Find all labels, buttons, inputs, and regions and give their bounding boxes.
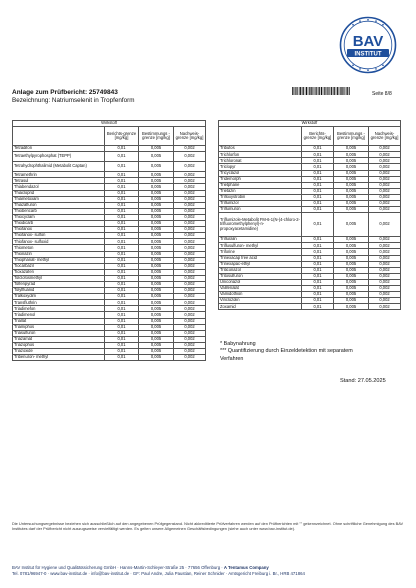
substance-name: Zoxamid — [219, 304, 302, 310]
nachweisgrenze-value: 0,002 — [174, 208, 206, 214]
substance-name: Thionazin — [13, 251, 105, 257]
berichtsgrenze-value: 0,01 — [105, 152, 139, 162]
berichtsgrenze-value: 0,01 — [105, 221, 139, 227]
berichtsgrenze-value: 0,01 — [302, 170, 334, 176]
substance-name: Triazamat — [13, 336, 105, 342]
substance-name: Thiofanox- sulfoxid — [13, 239, 105, 245]
nachweisgrenze-value: 0,002 — [369, 164, 401, 170]
berichtsgrenze-value: 0,01 — [105, 288, 139, 294]
bestimmungsgrenze-value: 0,005 — [334, 237, 369, 243]
bestimmungsgrenze-value: 0,005 — [139, 269, 174, 275]
column-header-berichtsgrenze: Berichts-grenze [mg/kg] — [302, 127, 334, 146]
bestimmungsgrenze-value: 0,005 — [139, 146, 174, 152]
bestimmungsgrenze-value: 0,005 — [139, 336, 174, 342]
nachweisgrenze-value: 0,002 — [174, 281, 206, 287]
substance-name: Tricyclazol — [219, 170, 302, 176]
bav-institut-logo — [339, 16, 397, 74]
nachweisgrenze-value: 0,002 — [174, 306, 206, 312]
substance-name: Triflumizole-Metabolit FM-6-1(N-(4-chloro-2-trifluoromethylphenyl)-n-propoxyacetamidine) — [219, 213, 302, 237]
substance-name: Tritosulfuron — [219, 273, 302, 279]
bestimmungsgrenze-value: 0,005 — [139, 162, 174, 172]
bestimmungsgrenze-value: 0,005 — [139, 202, 174, 208]
nachweisgrenze-value: 0,002 — [369, 273, 401, 279]
nachweisgrenze-value: 0,002 — [174, 342, 206, 348]
substance-name: Thiofanox- sulfon — [13, 233, 105, 239]
berichtsgrenze-value: 0,01 — [302, 182, 334, 188]
nachweisgrenze-value: 0,002 — [369, 146, 401, 152]
bestimmungsgrenze-value: 0,005 — [139, 239, 174, 245]
page-number: Seite 8/8 — [372, 91, 392, 97]
substance-name: Tioxazafen — [13, 269, 105, 275]
table-row — [219, 213, 401, 237]
nachweisgrenze-value: 0,002 — [174, 330, 206, 336]
substance-name: Tolclofosmethyl — [13, 275, 105, 281]
nachweisgrenze-value: 0,002 — [174, 312, 206, 318]
nachweisgrenze-value: 0,002 — [369, 176, 401, 182]
substance-name: Trifluralin — [219, 237, 302, 243]
nachweisgrenze-value: 0,002 — [174, 227, 206, 233]
berichtsgrenze-value: 0,01 — [105, 214, 139, 220]
berichtsgrenze-value: 0,01 — [302, 243, 334, 249]
nachweisgrenze-value: 0,002 — [369, 249, 401, 255]
nachweisgrenze-value: 0,002 — [369, 188, 401, 194]
berichtsgrenze-value: 0,01 — [302, 261, 334, 267]
table-subheader-row — [219, 127, 401, 146]
substance-name: Tetrahydrophthalimid (Metabolit Captan) — [13, 162, 105, 172]
substance-name: Trichloronat — [219, 158, 302, 164]
substance-name: Transfluthrin — [13, 300, 105, 306]
substance-name: Triclopyr — [219, 164, 302, 170]
bestimmungsgrenze-value: 0,005 — [334, 304, 369, 310]
bestimmungsgrenze-value: 0,005 — [139, 196, 174, 202]
bestimmungsgrenze-value: 0,005 — [334, 267, 369, 273]
berichtsgrenze-value: 0,01 — [105, 227, 139, 233]
substance-name: Triflumuron — [219, 207, 302, 213]
berichtsgrenze-value: 0,01 — [105, 146, 139, 152]
substance-name: Trichlorfon — [219, 152, 302, 158]
bestimmungsgrenze-value: 0,005 — [139, 294, 174, 300]
table-row — [219, 304, 401, 310]
report-title: Anlage zum Prüfbericht: 25749843 — [12, 89, 118, 96]
substance-name: Triadimefon — [13, 306, 105, 312]
berichtsgrenze-value: 0,01 — [302, 267, 334, 273]
substance-name: Uniconazol — [219, 279, 302, 285]
nachweisgrenze-value: 0,002 — [174, 196, 206, 202]
berichtsgrenze-value: 0,01 — [105, 300, 139, 306]
bestimmungsgrenze-value: 0,005 — [139, 342, 174, 348]
substance-name: Trietazin — [219, 188, 302, 194]
nachweisgrenze-value: 0,002 — [369, 213, 401, 237]
bestimmungsgrenze-value: 0,005 — [139, 190, 174, 196]
nachweisgrenze-value: 0,002 — [174, 300, 206, 306]
bestimmungsgrenze-value: 0,005 — [334, 285, 369, 291]
substance-name: Thiacloprid — [13, 190, 105, 196]
bestimmungsgrenze-value: 0,005 — [139, 324, 174, 330]
berichtsgrenze-value: 0,01 — [105, 208, 139, 214]
berichtsgrenze-value: 0,01 — [302, 146, 334, 152]
substance-name: Trietphane — [219, 182, 302, 188]
bestimmungsgrenze-value: 0,005 — [139, 184, 174, 190]
bestimmungsgrenze-value: 0,005 — [139, 251, 174, 257]
berichtsgrenze-value: 0,01 — [302, 279, 334, 285]
nachweisgrenze-value: 0,002 — [174, 202, 206, 208]
berichtsgrenze-value: 0,01 — [105, 269, 139, 275]
substance-name: Triflusulfuron- methyl — [219, 243, 302, 249]
bestimmungsgrenze-value: 0,005 — [334, 249, 369, 255]
logo-text-bav: BAV — [352, 33, 384, 50]
bestimmungsgrenze-value: 0,005 — [334, 158, 369, 164]
berichtsgrenze-value: 0,01 — [105, 263, 139, 269]
column-header-bestimmungsgrenze: Bestimmungs -grenze [mg/kg] — [334, 127, 369, 146]
bestimmungsgrenze-value: 0,005 — [139, 349, 174, 355]
bestimmungsgrenze-value: 0,005 — [334, 146, 369, 152]
substance-name: Triasulfuron — [13, 330, 105, 336]
substance-name: Thiodicarb — [13, 221, 105, 227]
substance-name: Tetramethrin — [13, 172, 105, 178]
nachweisgrenze-value: 0,002 — [369, 267, 401, 273]
bestimmungsgrenze-value: 0,005 — [139, 330, 174, 336]
berichtsgrenze-value: 0,01 — [105, 245, 139, 251]
bestimmungsgrenze-value: 0,005 — [139, 178, 174, 184]
bestimmungsgrenze-value: 0,005 — [334, 176, 369, 182]
berichtsgrenze-value: 0,01 — [302, 194, 334, 200]
nachweisgrenze-value: 0,002 — [369, 207, 401, 213]
nachweisgrenze-value: 0,002 — [174, 318, 206, 324]
nachweisgrenze-value: 0,002 — [369, 170, 401, 176]
nachweisgrenze-value: 0,002 — [174, 146, 206, 152]
nachweisgrenze-value: 0,002 — [369, 304, 401, 310]
nachweisgrenze-value: 0,002 — [369, 152, 401, 158]
berichtsgrenze-value: 0,01 — [105, 324, 139, 330]
substance-name: Thiazafluron — [13, 202, 105, 208]
substance-name: Triamiphos — [13, 324, 105, 330]
bestimmungsgrenze-value: 0,005 — [139, 257, 174, 263]
nachweisgrenze-value: 0,002 — [174, 336, 206, 342]
substance-table-right — [218, 120, 401, 310]
substance-name: Triazophos — [13, 342, 105, 348]
berichtsgrenze-value: 0,01 — [302, 207, 334, 213]
substance-name: Tralkoxydim — [13, 294, 105, 300]
nachweisgrenze-value: 0,002 — [174, 221, 206, 227]
table-row — [13, 152, 206, 162]
nachweisgrenze-value: 0,002 — [174, 324, 206, 330]
substance-name: Vamidothion — [219, 292, 302, 298]
berichtsgrenze-value: 0,01 — [105, 233, 139, 239]
bestimmungsgrenze-value: 0,005 — [334, 152, 369, 158]
nachweisgrenze-value: 0,002 — [174, 288, 206, 294]
substance-name: Valifenalat — [219, 285, 302, 291]
substance-name: Tolylfluanid — [13, 288, 105, 294]
nachweisgrenze-value: 0,002 — [369, 201, 401, 207]
bestimmungsgrenze-value: 0,005 — [334, 194, 369, 200]
berichtsgrenze-value: 0,01 — [105, 172, 139, 178]
bestimmungsgrenze-value: 0,005 — [139, 245, 174, 251]
bestimmungsgrenze-value: 0,005 — [139, 288, 174, 294]
bestimmungsgrenze-value: 0,005 — [334, 255, 369, 261]
berichtsgrenze-value: 0,01 — [105, 251, 139, 257]
note-quantifizierung: *** Quantifizierung durch Einzeldetektion mit separatem — [220, 348, 353, 355]
column-header-wirkstoff: Wirkstoff — [13, 121, 206, 127]
berichtsgrenze-value: 0,01 — [302, 292, 334, 298]
bestimmungsgrenze-value: 0,005 — [139, 152, 174, 162]
berichtsgrenze-value: 0,01 — [105, 342, 139, 348]
nachweisgrenze-value: 0,002 — [174, 251, 206, 257]
nachweisgrenze-value: 0,002 — [174, 275, 206, 281]
nachweisgrenze-value: 0,002 — [369, 255, 401, 261]
berichtsgrenze-value: 0,01 — [105, 202, 139, 208]
column-header-empty — [13, 127, 105, 146]
bestimmungsgrenze-value: 0,005 — [334, 164, 369, 170]
legal-footnote: Die Untersuchungsergebnisse beziehen sich ausschließlich auf den angegebenen Prüfgegenstand. Nicht akkreditierte Prüfverfahren werden auf den Prüfberichten mit "" gekennzeichnet. Ohne schriftliche Genehmigung des BAV Institutes darf der Prüfbericht nicht auszugsweise vervielfältigt werden. Es gelten unsere Allgemeinen Geschäftsbedingungen (siehe auch unter www.bav-institut.de). — [12, 521, 404, 531]
notes-block — [220, 341, 353, 363]
nachweisgrenze-value: 0,002 — [174, 257, 206, 263]
nachweisgrenze-value: 0,002 — [369, 243, 401, 249]
substance-name: Tridemorph — [219, 176, 302, 182]
nachweisgrenze-value: 0,002 — [174, 233, 206, 239]
berichtsgrenze-value: 0,01 — [302, 152, 334, 158]
bestimmungsgrenze-value: 0,005 — [139, 312, 174, 318]
column-header-berichtsgrenze: Berichts-grenze [mg/kg] — [105, 127, 139, 146]
berichtsgrenze-value: 0,01 — [302, 298, 334, 304]
table-row — [13, 162, 206, 172]
footer-tentamus: A Tentamus Company — [223, 565, 269, 570]
substance-name: Tetradifon — [13, 146, 105, 152]
nachweisgrenze-value: 0,002 — [369, 261, 401, 267]
substance-name: Triazoxide — [13, 349, 105, 355]
bestimmungsgrenze-value: 0,005 — [334, 207, 369, 213]
bestimmungsgrenze-value: 0,005 — [139, 355, 174, 361]
column-header-nachweisgrenze: Nachweis-grenze [mg/kg] — [174, 127, 206, 146]
bestimmungsgrenze-value: 0,005 — [334, 273, 369, 279]
bestimmungsgrenze-value: 0,005 — [139, 275, 174, 281]
berichtsgrenze-value: 0,01 — [105, 190, 139, 196]
nachweisgrenze-value: 0,002 — [174, 214, 206, 220]
bestimmungsgrenze-value: 0,005 — [334, 261, 369, 267]
substance-name: Thiophanat- methyl — [13, 257, 105, 263]
nachweisgrenze-value: 0,002 — [174, 294, 206, 300]
berichtsgrenze-value: 0,01 — [105, 178, 139, 184]
bestimmungsgrenze-value: 0,005 — [139, 233, 174, 239]
nachweisgrenze-value: 0,002 — [369, 158, 401, 164]
berichtsgrenze-value: 0,01 — [105, 281, 139, 287]
substance-name: Triadimenol — [13, 312, 105, 318]
berichtsgrenze-value: 0,01 — [302, 285, 334, 291]
nachweisgrenze-value: 0,002 — [174, 184, 206, 190]
berichtsgrenze-value: 0,01 — [302, 158, 334, 164]
nachweisgrenze-value: 0,002 — [174, 269, 206, 275]
bestimmungsgrenze-value: 0,005 — [139, 318, 174, 324]
berichtsgrenze-value: 0,01 — [105, 330, 139, 336]
substance-name: Trinexapac-ethyl — [219, 261, 302, 267]
berichtsgrenze-value: 0,01 — [302, 176, 334, 182]
column-header-bestimmungsgrenze: Bestimmungs -grenze [mg/kg] — [139, 127, 174, 146]
nachweisgrenze-value: 0,002 — [369, 194, 401, 200]
bestimmungsgrenze-value: 0,005 — [139, 214, 174, 220]
substance-name: Trinexacap free acid — [219, 255, 302, 261]
substance-name: Thiocyclam — [13, 214, 105, 220]
substance-name: Tiocarbazil — [13, 263, 105, 269]
berichtsgrenze-value: 0,01 — [105, 275, 139, 281]
berichtsgrenze-value: 0,01 — [302, 164, 334, 170]
nachweisgrenze-value: 0,002 — [369, 279, 401, 285]
nachweisgrenze-value: 0,002 — [174, 172, 206, 178]
barcode-image — [292, 87, 350, 95]
substance-name: Triticonazol — [219, 267, 302, 273]
berichtsgrenze-value: 0,01 — [302, 213, 334, 237]
nachweisgrenze-value: 0,002 — [174, 239, 206, 245]
nachweisgrenze-value: 0,002 — [369, 237, 401, 243]
berichtsgrenze-value: 0,01 — [302, 304, 334, 310]
company-footer — [12, 565, 404, 578]
berichtsgrenze-value: 0,01 — [105, 318, 139, 324]
nachweisgrenze-value: 0,002 — [174, 245, 206, 251]
berichtsgrenze-value: 0,01 — [302, 237, 334, 243]
bestimmungsgrenze-value: 0,005 — [139, 172, 174, 178]
berichtsgrenze-value: 0,01 — [105, 239, 139, 245]
berichtsgrenze-value: 0,01 — [105, 162, 139, 172]
bestimmungsgrenze-value: 0,005 — [334, 170, 369, 176]
substance-name: Triallat — [13, 318, 105, 324]
bestimmungsgrenze-value: 0,005 — [334, 243, 369, 249]
bestimmungsgrenze-value: 0,005 — [334, 213, 369, 237]
note-babynahrung: * Babynahrung — [220, 341, 256, 347]
footer-contact-line: Tel. 0781/96947-0 · www.bav-institut.de · info@bav-institut.de · GF: Paul Andre, Julia Paustian, Reiner Schnider · Amtsgericht Freiburg i. Br., HRB 471864 — [12, 571, 305, 577]
substance-name: Trifloxystrobin — [219, 194, 302, 200]
nachweisgrenze-value: 0,002 — [174, 355, 206, 361]
berichtsgrenze-value: 0,01 — [105, 196, 139, 202]
berichtsgrenze-value: 0,01 — [302, 188, 334, 194]
table-row — [13, 355, 206, 361]
bestimmungsgrenze-value: 0,005 — [139, 263, 174, 269]
substance-name: Thiametoxam — [13, 196, 105, 202]
nachweisgrenze-value: 0,002 — [369, 292, 401, 298]
bestimmungsgrenze-value: 0,005 — [139, 306, 174, 312]
bestimmungsgrenze-value: 0,005 — [139, 281, 174, 287]
footer-address: BAV Institut für Hygiene und Qualitätssicherung GmbH · Hanns-Martin-Schleyer-Straße 25 · 77656 Offenburg · — [12, 565, 224, 570]
nachweisgrenze-value: 0,002 — [174, 349, 206, 355]
nachweisgrenze-value: 0,002 — [174, 263, 206, 269]
berichtsgrenze-value: 0,01 — [105, 336, 139, 342]
stand-date: Stand: 27.05.2025 — [340, 378, 386, 384]
bestimmungsgrenze-value: 0,005 — [334, 188, 369, 194]
bestimmungsgrenze-value: 0,005 — [334, 182, 369, 188]
substance-name: Tolfenpyrad — [13, 281, 105, 287]
substance-table-left — [12, 120, 206, 361]
bestimmungsgrenze-value: 0,005 — [139, 227, 174, 233]
nachweisgrenze-value: 0,002 — [369, 182, 401, 188]
bestimmungsgrenze-value: 0,005 — [139, 300, 174, 306]
note-verfahren: Verfahren — [220, 355, 244, 362]
substance-name: Thiobencarb — [13, 208, 105, 214]
berichtsgrenze-value: 0,01 — [302, 255, 334, 261]
berichtsgrenze-value: 0,01 — [105, 349, 139, 355]
substance-name: Thiabendazol — [13, 184, 105, 190]
berichtsgrenze-value: 0,01 — [105, 257, 139, 263]
substance-name: Thiometon — [13, 245, 105, 251]
bestimmungsgrenze-value: 0,005 — [334, 279, 369, 285]
berichtsgrenze-value: 0,01 — [105, 184, 139, 190]
bestimmungsgrenze-value: 0,005 — [334, 292, 369, 298]
substance-name: Tetrasul — [13, 178, 105, 184]
logo-text-institut: INSTITUT — [354, 51, 382, 58]
berichtsgrenze-value: 0,01 — [302, 201, 334, 207]
bestimmungsgrenze-value: 0,005 — [139, 208, 174, 214]
nachweisgrenze-value: 0,002 — [174, 190, 206, 196]
nachweisgrenze-value: 0,002 — [174, 162, 206, 172]
substance-name: Tribenuron- methyl — [13, 355, 105, 361]
substance-name: Tribufos — [219, 146, 302, 152]
nachweisgrenze-value: 0,002 — [369, 298, 401, 304]
berichtsgrenze-value: 0,01 — [302, 273, 334, 279]
berichtsgrenze-value: 0,01 — [105, 312, 139, 318]
berichtsgrenze-value: 0,01 — [105, 355, 139, 361]
column-header-empty — [219, 127, 302, 146]
column-header-nachweisgrenze: Nachweis-grenze [mg/kg] — [369, 127, 401, 146]
substance-name: Triflumizol — [219, 201, 302, 207]
nachweisgrenze-value: 0,002 — [174, 178, 206, 184]
berichtsgrenze-value: 0,01 — [105, 306, 139, 312]
bestimmungsgrenze-value: 0,005 — [334, 201, 369, 207]
nachweisgrenze-value: 0,002 — [369, 285, 401, 291]
bestimmungsgrenze-value: 0,005 — [139, 221, 174, 227]
bestimmungsgrenze-value: 0,005 — [334, 298, 369, 304]
report-subtitle: Bezeichnung: Natriumselenit in Tropfenform — [12, 97, 135, 104]
berichtsgrenze-value: 0,01 — [302, 249, 334, 255]
substance-name: Thiofanox — [13, 227, 105, 233]
nachweisgrenze-value: 0,002 — [174, 152, 206, 162]
substance-name: Triforine — [219, 249, 302, 255]
table-subheader-row — [13, 127, 206, 146]
substance-name: Vinclozolin — [219, 298, 302, 304]
berichtsgrenze-value: 0,01 — [105, 294, 139, 300]
substance-name: Tetraethylpyrophosphat (TEPP) — [13, 152, 105, 162]
column-header-wirkstoff: Wirkstoff — [219, 121, 401, 127]
